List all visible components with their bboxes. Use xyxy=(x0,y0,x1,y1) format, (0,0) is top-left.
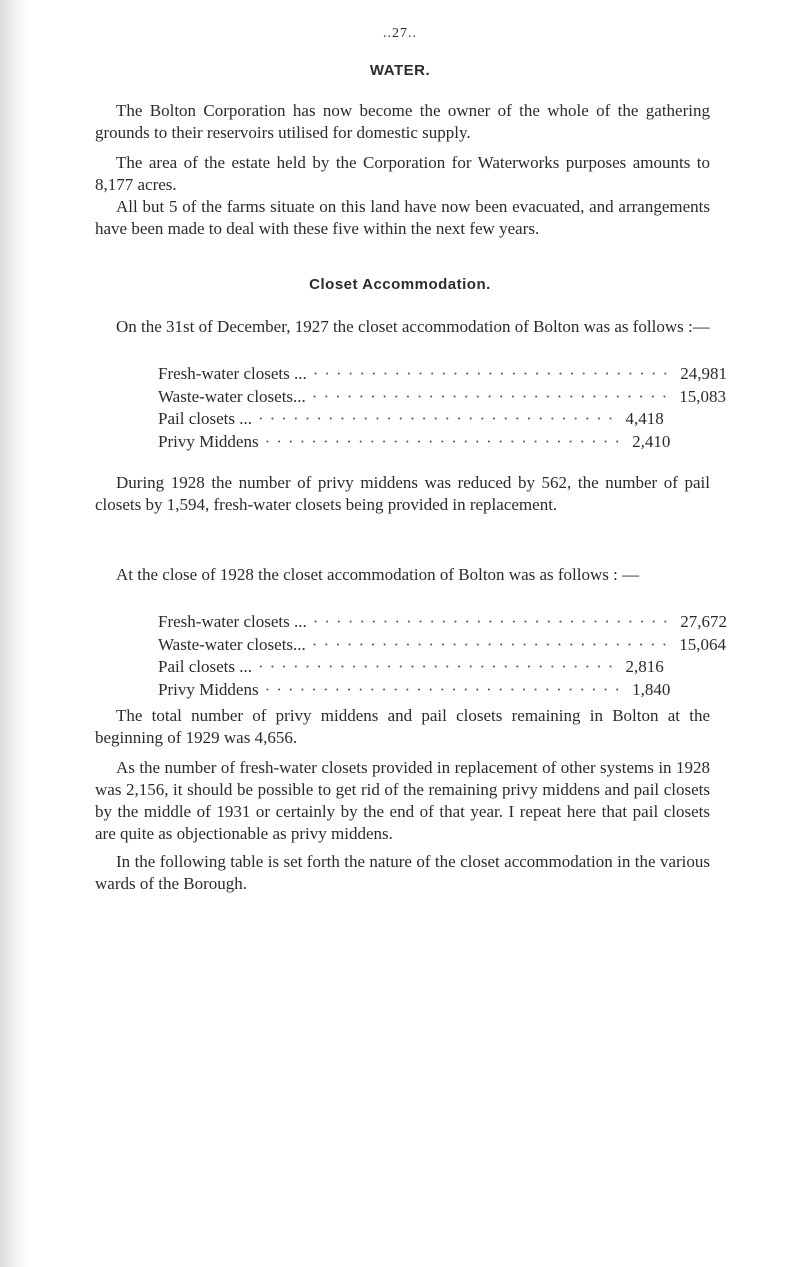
closet-intro-1928: At the close of 1928 the closet accommodation of Bolton was as follows : — xyxy=(116,565,640,584)
water-paragraph-farms: All but 5 of the farms situate on this land have now been evacuated, and arrangements have been made to deal with these five within the next few years. xyxy=(95,197,710,238)
water-paragraph-area: The area of the estate held by the Corporation for Waterworks purposes amounts to 8,177 acres. xyxy=(95,153,710,194)
row-value: 2,410 xyxy=(632,431,671,451)
closet-table-1927 xyxy=(158,364,727,454)
closet-intro-1927: On the 31st of December, 1927 the closet accommodation of Bolton was as follows :— xyxy=(116,317,710,336)
row-label: Waste-water closets... xyxy=(158,386,306,406)
paragraph-1928-reduction: During 1928 the number of privy middens was reduced by 562, the number of pail closets by 1,594, fresh-water closets being provided in replacement. xyxy=(95,473,710,514)
leader-dots: ······························· xyxy=(264,679,627,699)
paragraph-replacement: As the number of fresh-water closets provided in replacement of other systems in 1928 was 2,156, it should be possible to get rid of the remaining privy middens and pail closets by the middle of 1931 or certainly by the end of that year. I repeat here that pail closets are quite as objectionable as privy middens. xyxy=(95,758,710,843)
row-label: Fresh-water closets ... xyxy=(158,612,307,631)
row-label: Pail closets ... xyxy=(158,409,252,428)
table-row xyxy=(158,386,727,410)
leader-dots: ······························· xyxy=(257,657,620,676)
row-value: 24,981 xyxy=(680,364,727,383)
row-value: 4,418 xyxy=(625,409,664,428)
table-row xyxy=(158,612,727,635)
table-row xyxy=(158,409,664,432)
closet-table-1928 xyxy=(158,612,727,702)
page-number: ..27.. xyxy=(383,26,417,41)
table-row xyxy=(158,364,727,387)
section-heading-closet-accommodation: Closet Accommodation. xyxy=(309,276,491,293)
row-label: Pail closets ... xyxy=(158,657,252,676)
row-label: Waste-water closets... xyxy=(158,634,306,654)
paragraph-total-remaining: The total number of privy middens and pail closets remaining in Bolton at the beginning of 1929 was 4,656. xyxy=(95,706,710,747)
row-value: 15,083 xyxy=(679,386,727,406)
leader-dots: ······························· xyxy=(311,386,674,406)
section-heading-water: WATER. xyxy=(369,62,431,79)
row-value: 27,672 xyxy=(680,612,727,631)
table-row xyxy=(158,431,671,455)
leader-dots: ······························· xyxy=(311,634,674,654)
leader-dots: ······························· xyxy=(312,364,675,383)
paragraph-following-table: In the following table is set forth the nature of the closet accommodation in the various wards of the Borough. xyxy=(95,852,710,893)
row-label: Privy Middens xyxy=(158,431,259,451)
leader-dots: ······························· xyxy=(264,431,627,451)
row-value: 15,064 xyxy=(679,634,727,654)
row-label: Privy Middens xyxy=(158,679,259,699)
row-value: 2,816 xyxy=(625,657,664,676)
row-value: 1,840 xyxy=(632,679,671,699)
leader-dots: ······························· xyxy=(312,612,675,631)
table-row xyxy=(158,657,664,680)
water-paragraph-ownership: The Bolton Corporation has now become the owner of the whole of the gathering grounds to their reservoirs utilised for domestic supply. xyxy=(95,101,710,142)
row-label: Fresh-water closets ... xyxy=(158,364,307,383)
leader-dots: ······························· xyxy=(257,409,620,428)
table-row xyxy=(158,679,671,703)
table-row xyxy=(158,634,727,658)
